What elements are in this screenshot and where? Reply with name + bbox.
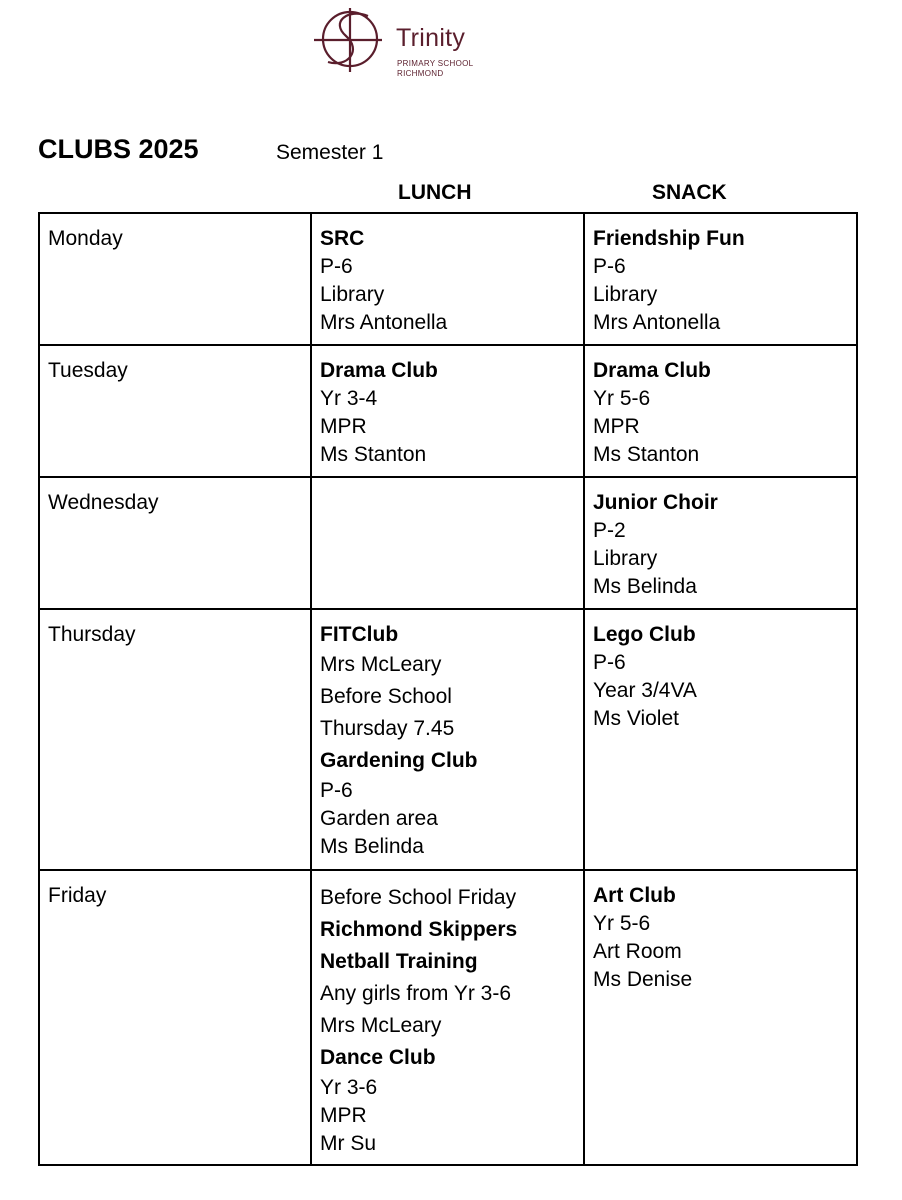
club-teacher: Ms Violet: [593, 707, 679, 730]
snack-cell: [584, 477, 857, 609]
club-location: MPR: [320, 1104, 367, 1127]
lunch-cell: [311, 609, 584, 870]
club-name: Drama Club: [320, 359, 438, 382]
club-year: P-6: [593, 651, 626, 674]
club-name: Art Club: [593, 884, 676, 907]
club-teacher: Ms Belinda: [593, 575, 697, 598]
day-cell: [39, 345, 311, 477]
club-name: Richmond Skippers: [320, 918, 518, 941]
club-location: Garden area: [320, 807, 438, 830]
snack-column-header: SNACK: [652, 181, 727, 204]
day-label: Thursday: [48, 623, 136, 646]
club-name: Gardening Club: [320, 749, 478, 772]
club-when: Before School: [320, 685, 452, 708]
club-name: Drama Club: [593, 359, 711, 382]
club-name: Junior Choir: [593, 491, 718, 514]
table-row: [39, 213, 857, 345]
lunch-cell-empty: [311, 477, 584, 609]
club-when: Before School Friday: [320, 886, 517, 909]
club-location: Year 3/4VA: [593, 679, 697, 702]
day-label: Wednesday: [48, 491, 159, 514]
club-year: Any girls from Yr 3-6: [320, 982, 511, 1005]
club-teacher: Mrs McLeary: [320, 1014, 442, 1037]
club-location: Library: [320, 283, 385, 306]
club-name: SRC: [320, 227, 365, 250]
logo-name: Trinity: [396, 24, 466, 52]
club-teacher: Ms Stanton: [593, 443, 700, 466]
snack-cell: [584, 609, 857, 870]
table-row: [39, 609, 857, 870]
lunch-cell: [311, 213, 584, 345]
day-label: Tuesday: [48, 359, 128, 382]
club-year: Yr 3-4: [320, 387, 378, 410]
school-crest-icon: [308, 6, 388, 72]
club-year: P-6: [320, 779, 353, 802]
lunch-cell: [311, 345, 584, 477]
club-teacher: Ms Belinda: [320, 835, 424, 858]
snack-cell: [584, 345, 857, 477]
club-name: Lego Club: [593, 623, 696, 646]
club-year: P-2: [593, 519, 626, 542]
club-location: Library: [593, 547, 658, 570]
club-name: Friendship Fun: [593, 227, 745, 250]
table-row: [39, 345, 857, 477]
club-name: Dance Club: [320, 1046, 436, 1069]
club-teacher: Ms Denise: [593, 968, 693, 991]
club-name: FITClub: [320, 623, 399, 646]
club-name: Netball Training: [320, 950, 478, 973]
day-label: Monday: [48, 227, 123, 250]
club-location: Art Room: [593, 940, 682, 963]
day-label: Friday: [48, 884, 107, 907]
club-year: Yr 5-6: [593, 387, 651, 410]
table-row: [39, 477, 857, 609]
snack-cell: [584, 213, 857, 345]
page-title: CLUBS 2025: [38, 134, 199, 164]
club-location: MPR: [320, 415, 367, 438]
clubs-schedule-table: [38, 212, 858, 1166]
table-row: [39, 870, 857, 1165]
club-location: Library: [593, 283, 658, 306]
lunch-cell: [311, 870, 584, 1165]
day-cell: [39, 477, 311, 609]
day-cell: [39, 870, 311, 1165]
lunch-column-header: LUNCH: [398, 181, 472, 204]
semester-label: Semester 1: [276, 141, 384, 164]
day-cell: [39, 609, 311, 870]
club-teacher: Mrs McLeary: [320, 653, 442, 676]
club-teacher: Mr Su: [320, 1132, 377, 1155]
logo-subtitle-suburb: RICHMOND: [397, 69, 444, 78]
club-year: P-6: [320, 255, 353, 278]
club-year: Yr 5-6: [593, 912, 651, 935]
club-teacher: Ms Stanton: [320, 443, 427, 466]
snack-cell: [584, 870, 857, 1165]
club-year: P-6: [593, 255, 626, 278]
club-location: MPR: [593, 415, 640, 438]
club-teacher: Mrs Antonella: [593, 311, 721, 334]
day-cell: [39, 213, 311, 345]
club-time: Thursday 7.45: [320, 717, 455, 740]
school-logo: [308, 6, 508, 76]
logo-subtitle-school: PRIMARY SCHOOL: [397, 59, 474, 68]
club-year: Yr 3-6: [320, 1076, 378, 1099]
club-teacher: Mrs Antonella: [320, 311, 448, 334]
